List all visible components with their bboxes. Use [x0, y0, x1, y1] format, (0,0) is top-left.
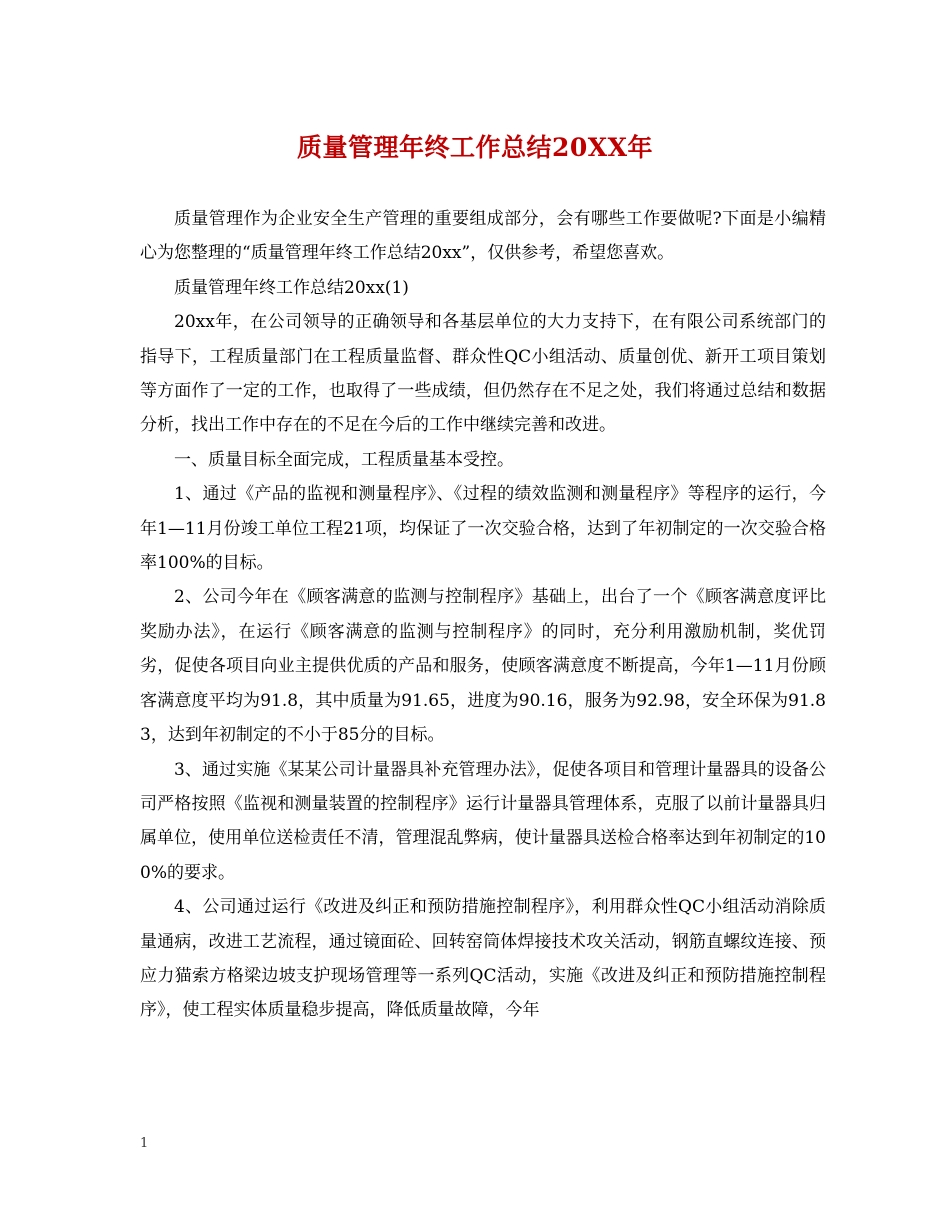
paragraph-section-heading: 一、质量目标全面完成，工程质量基本受控。	[174, 449, 514, 470]
paragraph-subtitle: 质量管理年终工作总结20xx(1)	[174, 277, 409, 298]
paragraph-item-3: 3、通过实施《某某公司计量器具补充管理办法》，促使各项目和管理计量器具的设备公司严格按照《监视和测量装置的控制程序》运行计量器具管理体系，克服了以前计量器具归属单位，使用单位送检责任不清，管理混乱弊病，使计量器具送检合格率达到年初制定的100%的要求。	[140, 759, 826, 883]
paragraph-item-4: 4、公司通过运行《改进及纠正和预防措施控制程序》，利用群众性QC小组活动消除质量通病，改进工艺流程，通过镜面砼、回转窑筒体焊接技术攻关活动，钢筋直螺纹连接、预应力猫索方格梁边坡支护现场管理等一系列QC活动，实施《改进及纠正和预防措施控制程序》，使工程实体质量稳步提高，降低质量故障，今年	[140, 897, 826, 1021]
document-title: 质量管理年终工作总结20XX年	[296, 133, 654, 162]
paragraph-intro: 质量管理作为企业安全生产管理的重要组成部分，会有哪些工作要做呢?下面是小编精心为您整理的“质量管理年终工作总结20xx”，仅供参考，希望您喜欢。	[140, 209, 826, 264]
document-body	[140, 202, 826, 1028]
page-number: 1	[140, 1136, 149, 1151]
paragraph-item-2: 2、公司今年在《顾客满意的监测与控制程序》基础上，出台了一个《顾客满意度评比奖励办法》，在运行《顾客满意的监测与控制程序》的同时，充分利用激励机制，奖优罚劣，促使各项目向业主提供优质的产品和服务，使顾客满意度不断提高，今年1—11月份顾客满意度平均为91.8，其中质量为91.65，进度为90.16，服务为92.98，安全环保为91.83，达到年初制定的不小于85分的目标。	[140, 587, 826, 746]
paragraph-overview: 20xx年，在公司领导的正确领导和各基层单位的大力支持下，在有限公司系统部门的指导下，工程质量部门在工程质量监督、群众性QC小组活动、质量创优、新开工项目策划等方面作了一定的工作，也取得了一些成绩，但仍然存在不足之处，我们将通过总结和数据分析，找出工作中存在的不足在今后的工作中继续完善和改进。	[140, 312, 826, 436]
paragraph-item-1: 1、通过《产品的监视和测量程序》、《过程的绩效监测和测量程序》等程序的运行，今年1—11月份竣工单位工程21项，均保证了一次交验合格，达到了年初制定的一次交验合格率100%的目标。	[140, 484, 826, 574]
